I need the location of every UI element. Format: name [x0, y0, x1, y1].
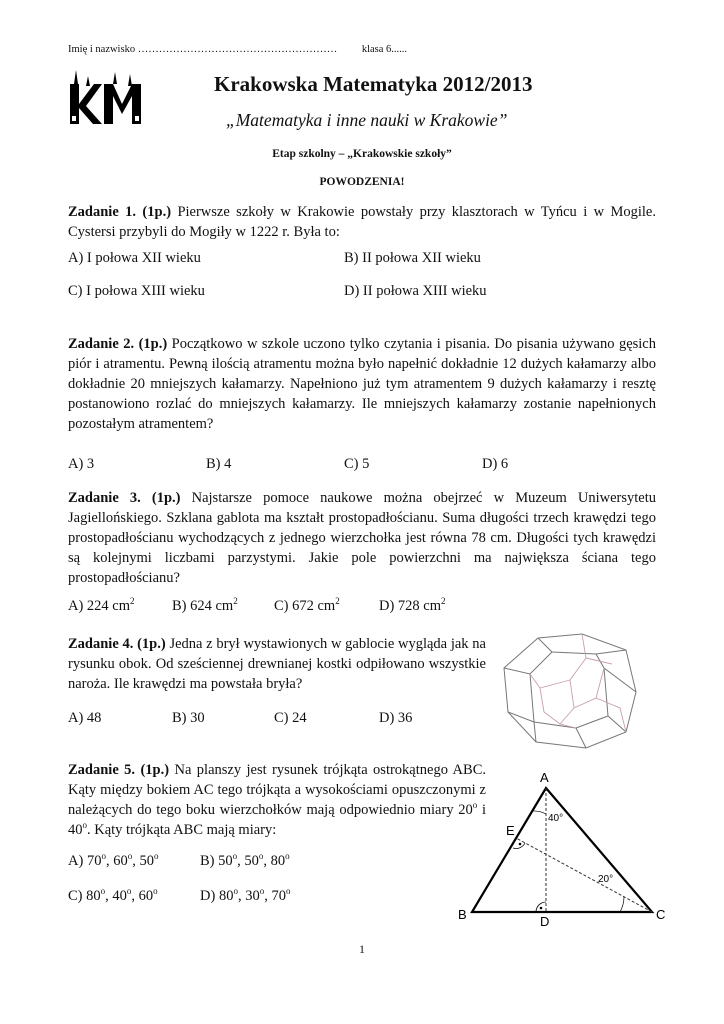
greeting: POWODZENIA! [319, 176, 405, 188]
task-1-option-b: B) II połowa XII wieku [344, 250, 481, 266]
name-field: Imię i nazwisko ………………………………………………… [68, 44, 338, 55]
task-5-option-b: B) 50$^o$, 50$^o$, 80$^o$ [200, 851, 290, 869]
label-e: E [506, 823, 515, 838]
class-field: klasa 6...... [361, 44, 408, 55]
task-1-option-d: D) II połowa XIII wieku [344, 283, 487, 299]
task-3-option-b: B) 624 $cm^2$ [172, 596, 238, 614]
task-3-option-c: C) 672 $cm^2$ [274, 596, 340, 614]
task-5: Zadanie 5. (1p.) Na planszy jest rysunek trójkąta ostrokątnego ABC. Kąty między bokiem AC tego trójkąta a wysokościami opuszczonymi z należących do tego boku wierzchołków mają odpowiednio miary 20$^o$ i 40$^o$. Kąty trójkąta ABC mają miary: [68, 762, 487, 838]
km-logo [66, 70, 146, 128]
task-4-option-a: A) 48 [68, 710, 102, 726]
task-2-option-d: D) 6 [482, 456, 509, 472]
task-1-option-c: C) I połowa XIII wieku [68, 283, 205, 299]
task-5-option-d: D) 80$^o$, 30$^o$, 70$^o$ [200, 886, 291, 904]
label-b: B [458, 907, 467, 922]
task-3-option-d: D) 728 $cm^2$ [379, 596, 446, 614]
task-4-text: Jedna z brył wystawionych w gablocie wygląda jak na rysunku obok. Od sześciennej drewnianej kostki odpiłowano wszystkie naroża. Ile krawędzi ma powstała bryła? [68, 636, 486, 692]
task-4-option-d: D) 36 [379, 710, 413, 726]
task-3-label: Zadanie 3. (1p.) [68, 490, 181, 506]
task-4-option-c: C) 24 [274, 710, 307, 726]
task-2-option-b: B) 4 [206, 456, 232, 472]
angle-40-label: 40° [548, 813, 564, 824]
stage-label: Etap szkolny – „Krakowskie szkoły” [272, 148, 452, 160]
task-2-text: Początkowo w szkole uczono tylko czytania i pisania. Do pisania używano gęsich piór i atramentu. Pewną ilością atramentu można było napełnić dokładnie 12 dużych kałamarzy albo dokładnie 20 mniejszych kałamarzy. Napełniono już tym atramentem 9 dużych kałamarzy i resztę postanowiono rozlać do mniejszych kałamarzy. Ile mniejszych kałamarzy zostanie napełnionych pozostałym atramentem? [68, 336, 656, 432]
task-3-text: Najstarsze pomoce naukowe można obejrzeć w Muzeum Uniwersytetu Jagiellońskiego. Szklana gablota ma kształt prostopadłościanu. Suma długości trzech krawędzi tego prostopadłościanu wychodzących z jednego wierzchołka jest równa 78 cm. Długości tych krawędzi są kolejnymi liczbami parzystymi. Jakie pole powierzchni ma największa ściana tego prostopadłościanu? [68, 490, 656, 586]
task-2 [68, 334, 656, 434]
student-header [68, 44, 668, 55]
truncated-cube-figure [500, 628, 650, 754]
task-5-option-a: A) 70$^o$, 60$^o$, 50$^o$ [68, 851, 159, 869]
label-c: C [656, 907, 666, 922]
task-3-option-a: A) 224 $cm^2$ [68, 596, 135, 614]
task-1-option-a: A) I połowa XII wieku [68, 250, 201, 266]
contest-title: Krakowska Matematyka 2012/2013 [214, 72, 533, 96]
task-1-label: Zadanie 1. (1p.) [68, 204, 172, 220]
task-5-label: Zadanie 5. (1p.) [68, 762, 170, 778]
triangle-abc [472, 788, 652, 912]
task-4 [68, 634, 486, 694]
task-5-option-c: C) 80$^o$, 40$^o$, 60$^o$ [68, 886, 158, 904]
page-number: 1 [359, 942, 365, 956]
altitude-ce [516, 838, 652, 912]
task-4-label: Zadanie 4. (1p.) [68, 636, 166, 652]
label-d: D [540, 914, 550, 929]
task-2-option-c: C) 5 [344, 456, 370, 472]
task-1-text: Pierwsze szkoły w Krakowie powstały przy klasztorach w Tyńcu i w Mogile. Cystersi przybyli do Mogiły w 1222 r. Była to: [68, 204, 656, 240]
task-2-label: Zadanie 2. (1p.) [68, 336, 168, 352]
task-4-option-b: B) 30 [172, 710, 205, 726]
task-3 [68, 488, 656, 588]
contest-subtitle: „Matematyka i inne nauki w Krakowie” [226, 110, 508, 130]
triangle-abc-figure [450, 768, 672, 930]
task-1 [68, 202, 656, 242]
task-2-option-a: A) 3 [68, 456, 95, 472]
label-a: A [540, 770, 549, 785]
angle-20-label: 20° [598, 874, 614, 885]
